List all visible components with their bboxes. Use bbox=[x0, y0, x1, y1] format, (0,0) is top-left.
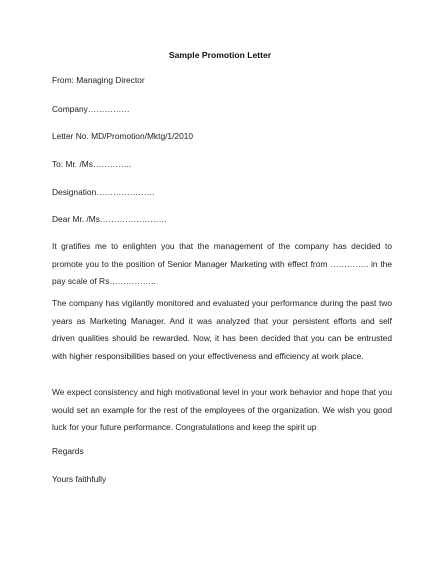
letter-title: Sample Promotion Letter bbox=[168, 50, 272, 60]
letter-number-line: Letter No. MD/Promotion/Mktg/1/2010 bbox=[52, 131, 194, 141]
designation-line: Designation………………… bbox=[52, 187, 155, 197]
from-line: From: Managing Director bbox=[52, 75, 145, 85]
paragraph-performance: The company has vigilantly monitored and evaluated your performance during the past two years as Marketing Manager. And it was analyzed that your persistent efforts and self driven qualities should be rewarded. Now, it has been decided that you can be entrusted with higher responsibilities based on your effectiveness and efficiency at work place. bbox=[52, 298, 392, 361]
paragraph-expectations: We expect consistency and high motivational level in your work behavior and hope that you would set an example for the rest of the employees of the organization. We wish you good luck for your future performance. Congratulations and keep the spirit up bbox=[52, 387, 392, 432]
recipient-line: To: Mr. /Ms………….. bbox=[52, 159, 132, 169]
salutation-line: Dear Mr. /Ms…………………… bbox=[52, 214, 167, 224]
company-line: Company…………… bbox=[52, 104, 130, 114]
paragraph-promotion: It gratifies me to enlighten you that the management of the company has decided to promote you to the position of Senior Manager Marketing with effect from ………….. in the pay scale of Rs…………….. bbox=[52, 241, 392, 286]
regards-line: Regards bbox=[52, 446, 84, 456]
closing-line: Yours faithfully bbox=[52, 474, 107, 484]
